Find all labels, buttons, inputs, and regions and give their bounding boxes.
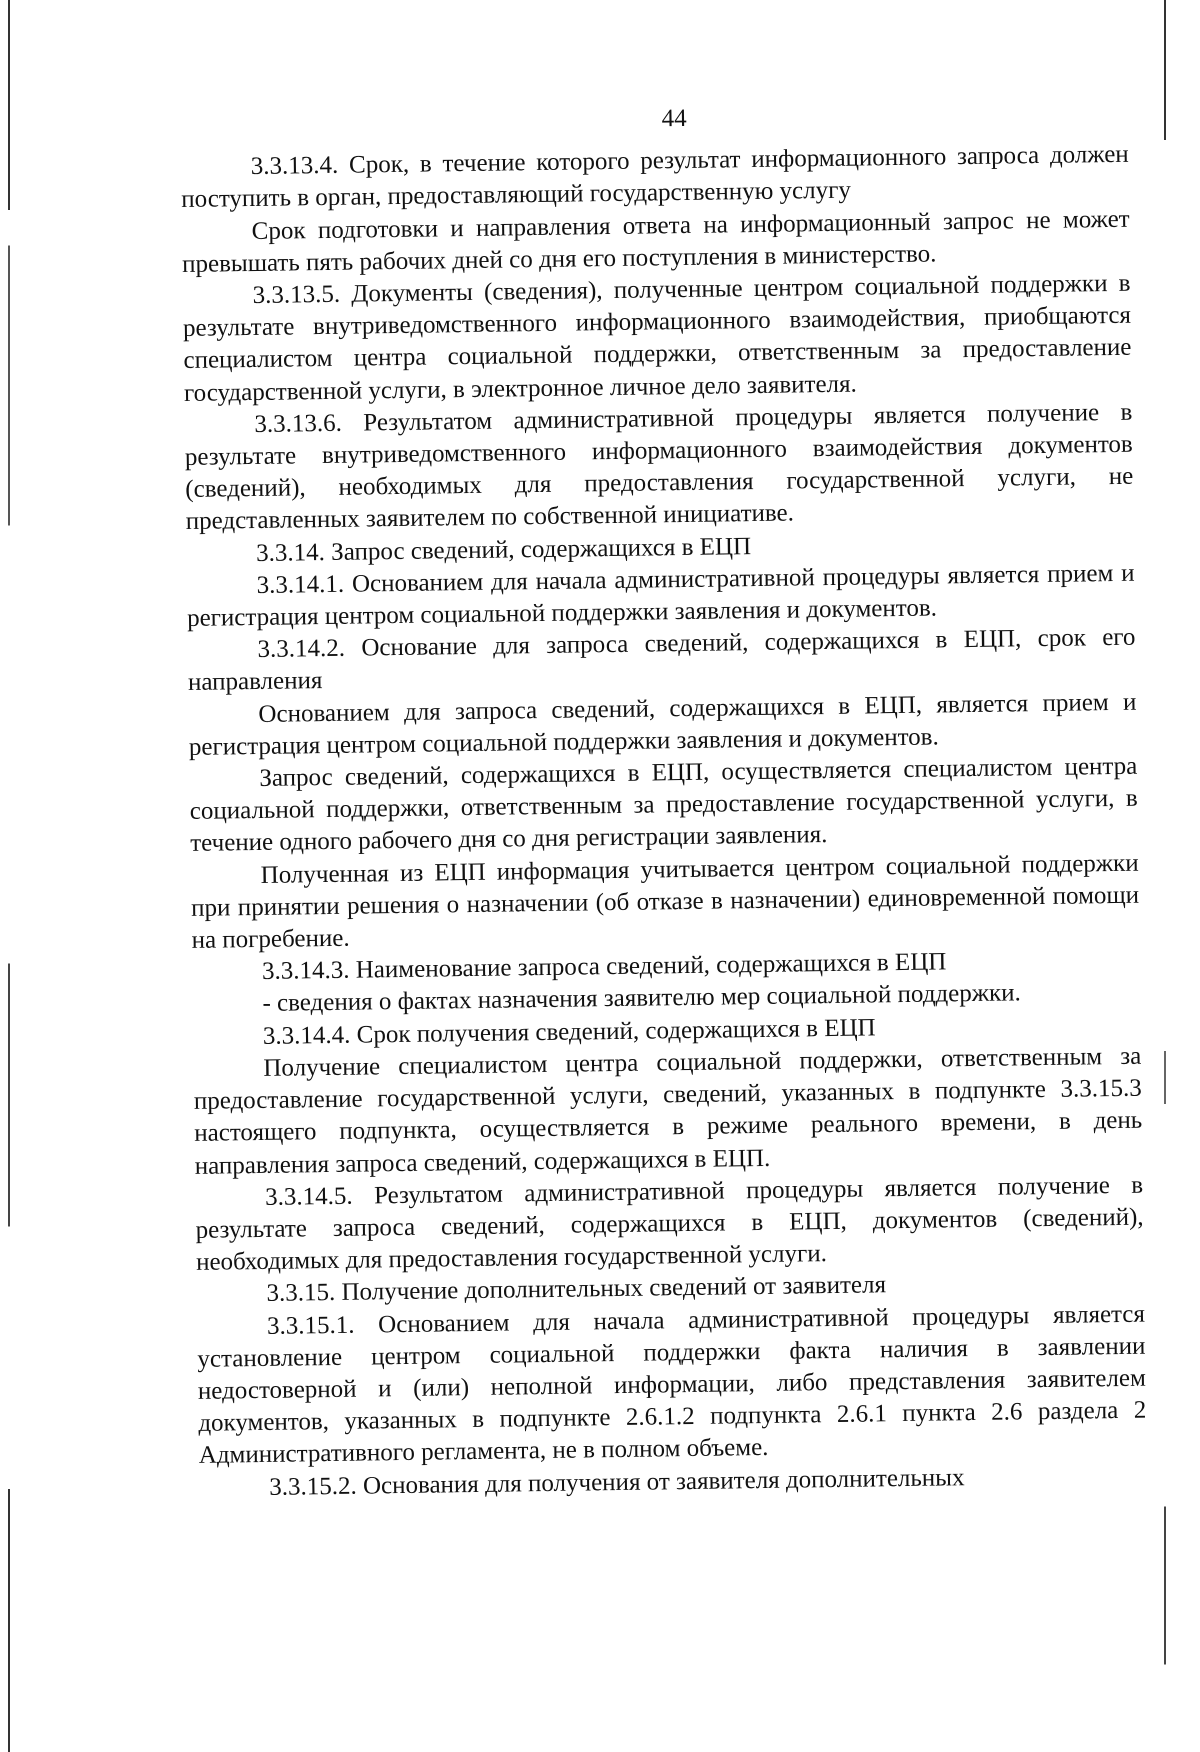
paragraph: 3.3.14.3. Наименование запроса сведений, содержащихся в ЕЦП	[261, 948, 947, 986]
paragraph: 3.3.15.2. Основания для получения от заявителя дополнительных	[269, 1463, 965, 1501]
paragraph: 3.3.13.4. Срок, в течение которого результат информационного запроса должен поступить в орган, предоставляющий государственную услугу	[181, 140, 1129, 214]
paragraph: 3.3.13.5. Документы (сведения), полученные центром социальной поддержки в результате внутриведомственного информационного взаимодействия, приобщаются специалистом центра социальной поддержки, ответственным за предоставление государственной услуги, в электронное личное дело заявителя.	[182, 269, 1132, 407]
paragraph: 3.3.15.1. Основанием для начала административной процедуры является установление центром социальной поддержки факта наличия в заявлении недостоверной и (или) неполной информации, либо представления заявителем документов, указанных в подпункте 2.6.1.2 подпункта 2.6.1 пункта 2.6 раздела 2 Административного регламента, не в полном объеме.	[197, 1300, 1147, 1470]
paragraph: Полученная из ЕЦП информация учитывается центром социальной поддержки при принятии решения о назначении (об отказе в назначении) единовременной помощи на погребение.	[190, 849, 1140, 954]
paragraph: - сведения о фактах назначения заявителю мер социальной поддержки.	[262, 979, 1022, 1018]
paragraph: Основанием для запроса сведений, содержащихся в ЕЦП, является прием и регистрация центром социальной поддержки заявления и документов.	[188, 688, 1137, 761]
paragraph: 3.3.13.6. Результатом административной процедуры является получение в результате внутриведомственного информационного взаимодействия документов (сведений), необходимых для предоставления государственной услуги, не представленных заявителем по собственной инициативе.	[184, 398, 1134, 536]
scan-edge-left	[8, 0, 10, 1752]
page-number: 44	[661, 104, 687, 133]
paragraph: Запрос сведений, содержащихся в ЕЦП, осуществляется специалистом центра социальной поддержки, ответственным за предоставление государственной услуги, в течение одного рабочего дня со дня регистрации заявления.	[189, 752, 1138, 858]
paragraph: Срок подготовки и направления ответа на информационный запрос не может превышать пять рабочих дней со дня его поступления в министерство.	[181, 205, 1130, 278]
paragraph: 3.3.14.2. Основание для запроса сведений, содержащихся в ЕЦП, срок его направления	[187, 623, 1136, 697]
paragraph: 3.3.14.4. Срок получения сведений, содержащихся в ЕЦП	[262, 1014, 876, 1050]
section-heading: 3.3.14. Запрос сведений, содержащихся в ЕЦП	[256, 532, 752, 567]
section-heading: 3.3.15. Получение дополнительных сведений от заявителя	[266, 1271, 887, 1308]
paragraph: 3.3.14.5. Результатом административной процедуры является получение в результате запроса сведений, содержащихся в ЕЦП, документов (сведений), необходимых для предоставления государственной услуги.	[195, 1171, 1144, 1276]
document-body	[180, 97, 1147, 1505]
scan-edge-right	[1164, 0, 1166, 1752]
paragraph: 3.3.14.1. Основанием для начала административной процедуры является прием и регистрация центром социальной поддержки заявления и документов.	[186, 559, 1135, 632]
paragraph: Получение специалистом центра социальной поддержки, ответственным за предоставление государственной услуги, сведений, указанных в подпункте 3.3.15.3 настоящего подпункта, осуществляется в режиме реального времени, в день направления запроса сведений, содержащихся в ЕЦП.	[193, 1042, 1143, 1180]
